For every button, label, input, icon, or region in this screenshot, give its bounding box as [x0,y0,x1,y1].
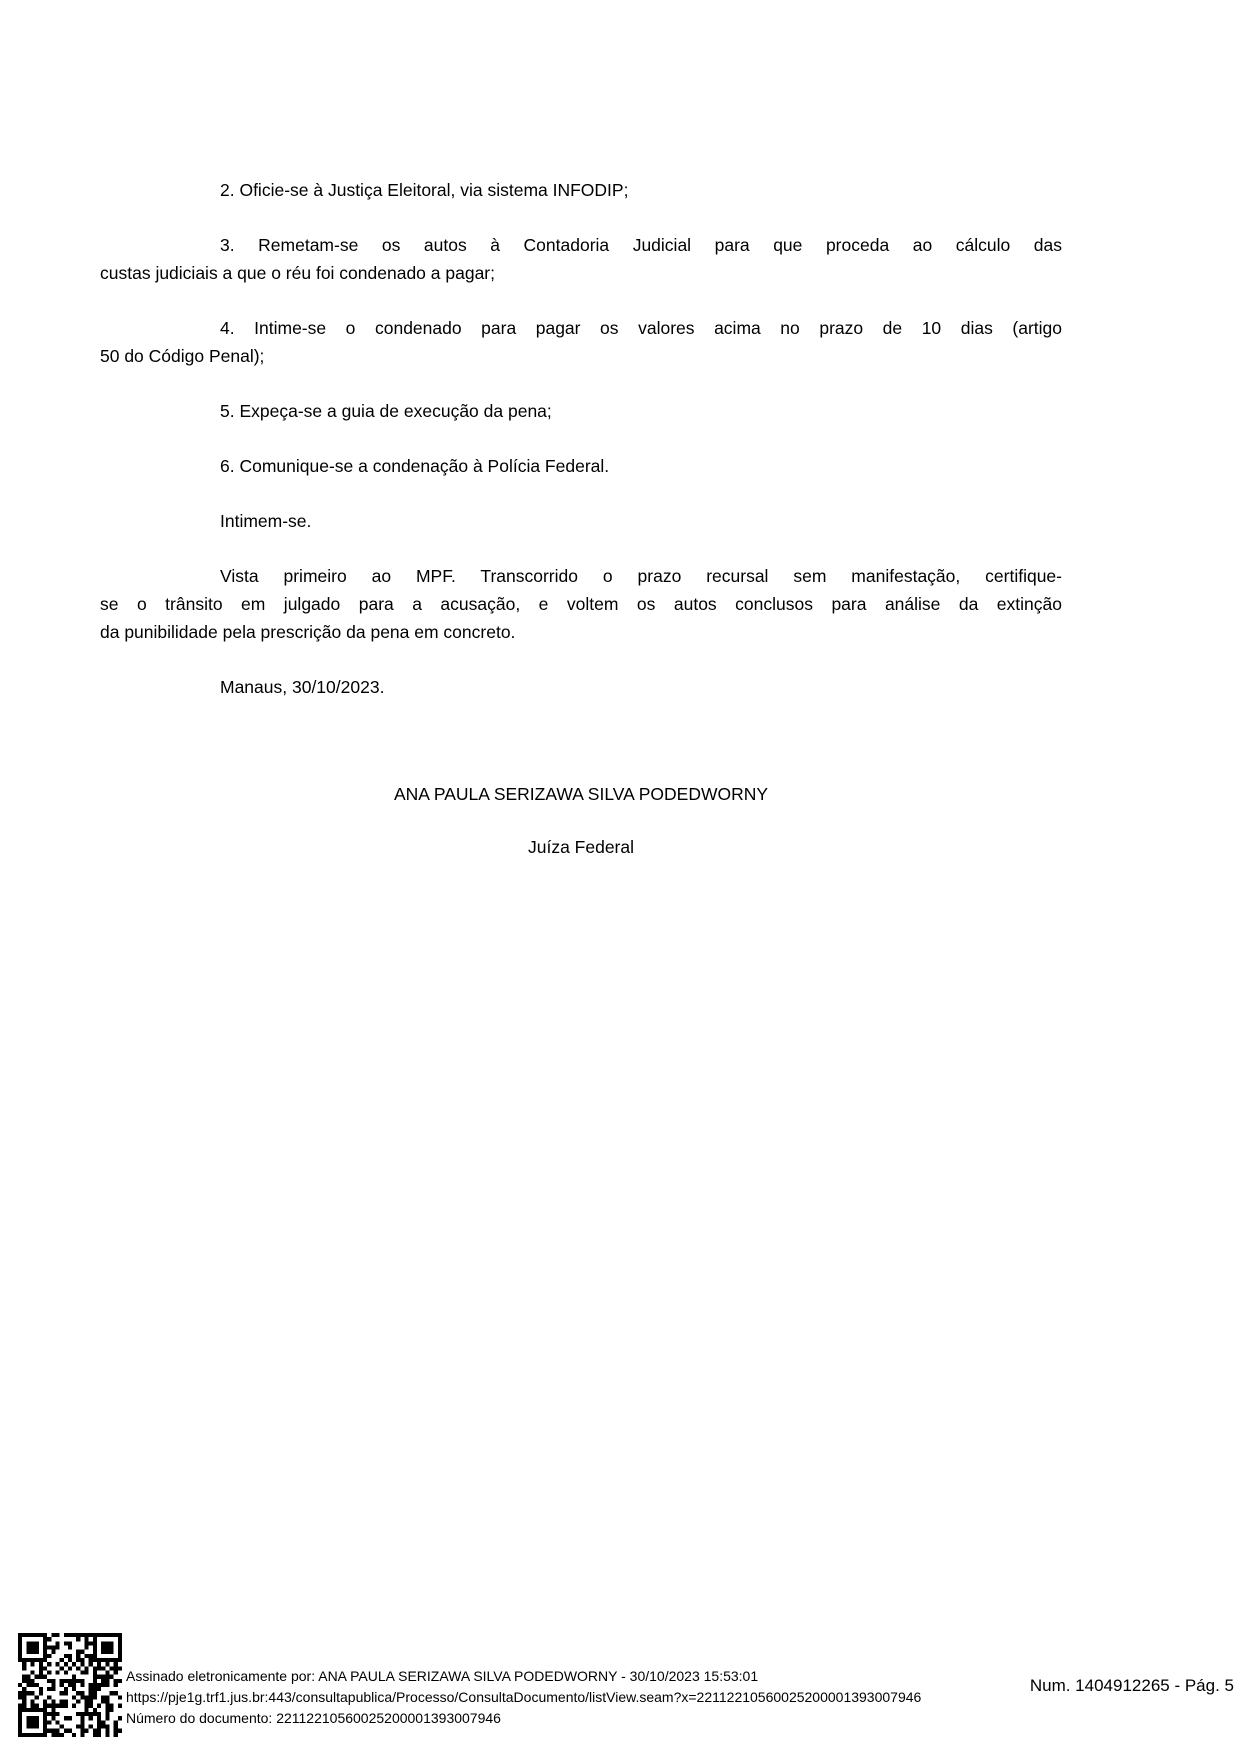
paragraph [100,397,1062,425]
paragraph [100,507,1062,535]
footer-url-line: https://pje1g.trf1.jus.br:443/consultapublica/Processo/ConsultaDocumento/listView.seam?x=22112210560025200001393007946 [126,1689,922,1705]
document-body [100,176,1062,861]
footer-signature-block [126,1666,921,1729]
paragraph [100,452,1062,480]
signature-name: ANA PAULA SERIZAWA SILVA PODEDWORNY [393,784,769,804]
paragraph-line: 5. Expeça-se a guia de execução da pena; [220,401,552,421]
paragraph-line: 4. Intime-se o condenado para pagar os valores acima no prazo de 10 dias (artigo [220,318,1062,338]
qr-code-icon [18,1633,122,1737]
paragraph-line: Vista primeiro ao MPF. Transcorrido o prazo recursal sem manifestação, certifique- [220,566,1062,586]
paragraph [100,176,1062,204]
paragraph-line: custas judiciais a que o réu foi condenado a pagar; [100,263,495,283]
page-number-label: Num. 1404912265 - Pág. 5 [1029,1676,1234,1695]
paragraph-line: se o trânsito em julgado para a acusação, e voltem os autos conclusos para análise da extinção [100,594,1062,614]
signature-block [100,780,1062,861]
footer-signed-line: Assinado eletronicamente por: ANA PAULA SERIZAWA SILVA PODEDWORNY - 30/10/2023 15:53:01 [126,1668,759,1684]
paragraph [100,314,1062,370]
paragraph-line: Intimem-se. [220,511,312,531]
paragraph-line: 2. Oficie-se à Justiça Eleitoral, via sistema INFODIP; [220,180,629,200]
paragraph [100,562,1062,646]
paragraph-line: 3. Remetam-se os autos à Contadoria Judicial para que proceda ao cálculo das [220,235,1062,255]
footer-docnumber-line: Número do documento: 22112210560025200001393007946 [126,1710,501,1726]
paragraph-line: 50 do Código Penal); [100,346,265,366]
signature-title: Juíza Federal [527,837,635,857]
paragraph [100,231,1062,287]
paragraph-line: Manaus, 30/10/2023. [220,677,385,697]
paragraph-line: 6. Comunique-se a condenação à Polícia Federal. [220,456,610,476]
paragraph [100,673,1062,701]
paragraph-line: da punibilidade pela prescrição da pena em concreto. [100,622,516,642]
